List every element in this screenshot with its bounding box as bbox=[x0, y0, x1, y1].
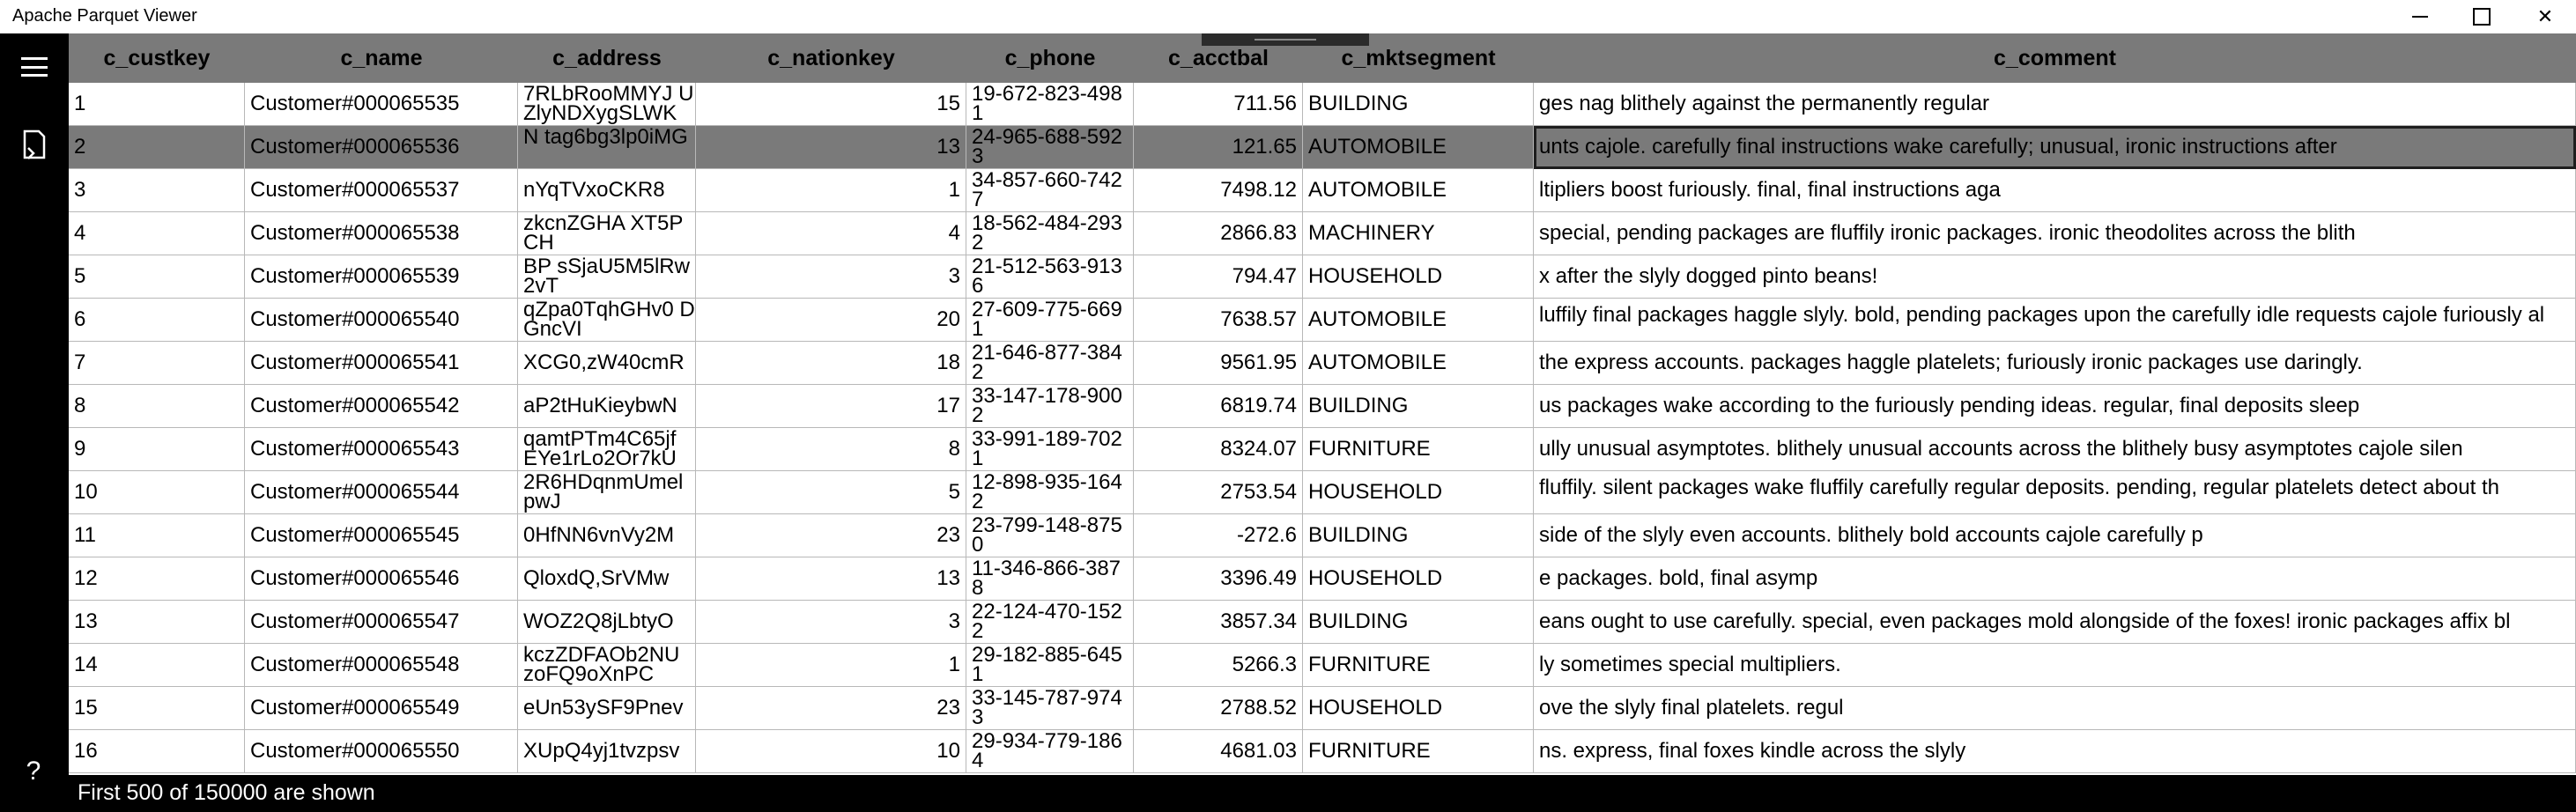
table-row[interactable] bbox=[69, 557, 2576, 601]
cell-c-comment[interactable]: side of the slyly even accounts. blithely bold accounts cajole carefully p bbox=[1534, 514, 2576, 557]
table-row[interactable] bbox=[69, 126, 2576, 169]
table-row[interactable] bbox=[69, 601, 2576, 644]
cell-c-mktsegment[interactable]: FURNITURE bbox=[1303, 428, 1534, 471]
cell-c-nationkey[interactable]: 18 bbox=[696, 342, 966, 385]
cell-c-acctbal[interactable]: 3857.34 bbox=[1134, 601, 1303, 644]
data-grid[interactable] bbox=[69, 33, 2576, 775]
cell-c-acctbal[interactable]: 6819.74 bbox=[1134, 385, 1303, 428]
cell-c-name[interactable]: Customer#000065549 bbox=[245, 687, 518, 730]
cell-c-acctbal[interactable]: 2788.52 bbox=[1134, 687, 1303, 730]
cell-c-phone[interactable]: 22-124-470-152 2 bbox=[966, 601, 1134, 644]
cell-c-comment[interactable]: ges nag blithely against the permanently regular bbox=[1534, 83, 2576, 126]
cell-c-custkey[interactable]: 3 bbox=[69, 169, 245, 212]
cell-c-name[interactable]: Customer#000065545 bbox=[245, 514, 518, 557]
cell-c-comment[interactable]: ully unusual asymptotes. blithely unusual accounts across the blithely busy asymptotes cajole silen bbox=[1534, 428, 2576, 471]
minimize-button[interactable] bbox=[2391, 0, 2449, 33]
cell-c-phone[interactable]: 23-799-148-875 0 bbox=[966, 514, 1134, 557]
cell-c-acctbal[interactable]: 121.65 bbox=[1134, 126, 1303, 169]
title-bar bbox=[0, 0, 2576, 33]
cell-c-nationkey[interactable]: 15 bbox=[696, 83, 966, 126]
cell-c-phone[interactable]: 18-562-484-293 2 bbox=[966, 212, 1134, 255]
cell-c-name[interactable]: Customer#000065546 bbox=[245, 557, 518, 601]
table-row[interactable] bbox=[69, 514, 2576, 557]
cell-c-name[interactable]: Customer#000065540 bbox=[245, 299, 518, 342]
table-row[interactable] bbox=[69, 644, 2576, 687]
cell-c-address[interactable]: nYqTVxoCKR8 bbox=[518, 169, 696, 212]
cell-c-acctbal[interactable]: 794.47 bbox=[1134, 255, 1303, 299]
cell-c-nationkey[interactable]: 1 bbox=[696, 169, 966, 212]
cell-c-comment[interactable]: e packages. bold, final asymp bbox=[1534, 557, 2576, 601]
cell-c-nationkey[interactable]: 8 bbox=[696, 428, 966, 471]
document-icon[interactable] bbox=[21, 129, 48, 160]
cell-c-nationkey[interactable]: 3 bbox=[696, 255, 966, 299]
cell-c-mktsegment[interactable]: HOUSEHOLD bbox=[1303, 471, 1534, 514]
cell-c-comment[interactable]: x after the slyly dogged pinto beans! bbox=[1534, 255, 2576, 299]
cell-c-address[interactable]: QloxdQ,SrVMw bbox=[518, 557, 696, 601]
cell-c-mktsegment[interactable]: AUTOMOBILE bbox=[1303, 299, 1534, 342]
cell-c-address[interactable]: 7RLbRooMMYJ UZlyNDXygSLWK bbox=[518, 83, 696, 126]
cell-c-custkey[interactable]: 12 bbox=[69, 557, 245, 601]
table-row[interactable] bbox=[69, 385, 2576, 428]
cell-c-custkey[interactable]: 7 bbox=[69, 342, 245, 385]
cell-c-phone[interactable]: 29-934-779-186 4 bbox=[966, 730, 1134, 773]
cell-c-name[interactable]: Customer#000065543 bbox=[245, 428, 518, 471]
cell-c-address[interactable]: zkcnZGHA XT5PCH bbox=[518, 212, 696, 255]
table-row[interactable] bbox=[69, 730, 2576, 773]
cell-c-custkey[interactable]: 11 bbox=[69, 514, 245, 557]
cell-c-custkey[interactable]: 1 bbox=[69, 83, 245, 126]
cell-c-phone[interactable]: 21-512-563-913 6 bbox=[966, 255, 1134, 299]
cell-c-acctbal[interactable]: 2866.83 bbox=[1134, 212, 1303, 255]
cell-c-name[interactable]: Customer#000065550 bbox=[245, 730, 518, 773]
cell-c-name[interactable]: Customer#000065547 bbox=[245, 601, 518, 644]
status-text: First 500 of 150000 are shown bbox=[78, 780, 375, 805]
cell-c-address[interactable]: N tag6bg3lp0iMG bbox=[518, 126, 696, 169]
cell-c-comment[interactable]: eans ought to use carefully. special, even packages mold alongside of the foxes! ironic packages affix bl bbox=[1534, 601, 2576, 644]
cell-c-phone[interactable]: 33-147-178-900 2 bbox=[966, 385, 1134, 428]
cell-c-custkey[interactable]: 15 bbox=[69, 687, 245, 730]
table-row[interactable] bbox=[69, 299, 2576, 342]
help-icon[interactable]: ? bbox=[26, 757, 41, 786]
resize-handle[interactable] bbox=[1202, 33, 1369, 46]
cell-c-address[interactable]: qamtPTm4C65jf EYe1rLo2Or7kU bbox=[518, 428, 696, 471]
cell-c-mktsegment[interactable]: HOUSEHOLD bbox=[1303, 557, 1534, 601]
cell-c-acctbal[interactable]: 9561.95 bbox=[1134, 342, 1303, 385]
cell-c-custkey[interactable]: 14 bbox=[69, 644, 245, 687]
cell-c-phone[interactable]: 11-346-866-387 8 bbox=[966, 557, 1134, 601]
column-header-c-phone[interactable]: c_phone bbox=[1004, 45, 1096, 70]
cell-c-address[interactable]: eUn53ySF9Pnev bbox=[518, 687, 696, 730]
table-row[interactable] bbox=[69, 169, 2576, 212]
table-row[interactable] bbox=[69, 471, 2576, 514]
cell-c-nationkey[interactable]: 13 bbox=[696, 557, 966, 601]
cell-c-phone[interactable]: 33-145-787-974 3 bbox=[966, 687, 1134, 730]
cell-c-address[interactable]: qZpa0TqhGHv0 DGncVI bbox=[518, 299, 696, 342]
cell-c-acctbal[interactable]: 711.56 bbox=[1134, 83, 1303, 126]
cell-c-name[interactable]: Customer#000065548 bbox=[245, 644, 518, 687]
cell-c-phone[interactable]: 24-965-688-592 3 bbox=[966, 126, 1134, 169]
cell-c-comment[interactable]: special, pending packages are fluffily ironic packages. ironic theodolites across the blith bbox=[1534, 212, 2576, 255]
cell-c-mktsegment[interactable]: FURNITURE bbox=[1303, 644, 1534, 687]
column-header-c-comment[interactable]: c_comment bbox=[1994, 45, 2116, 70]
cell-c-custkey[interactable]: 9 bbox=[69, 428, 245, 471]
cell-c-phone[interactable]: 27-609-775-669 1 bbox=[966, 299, 1134, 342]
cell-c-comment[interactable]: ltipliers boost furiously. final, final instructions aga bbox=[1534, 169, 2576, 212]
cell-c-name[interactable]: Customer#000065536 bbox=[245, 126, 518, 169]
cell-c-acctbal[interactable]: 5266.3 bbox=[1134, 644, 1303, 687]
cell-c-nationkey[interactable]: 23 bbox=[696, 687, 966, 730]
cell-c-custkey[interactable]: 5 bbox=[69, 255, 245, 299]
cell-c-mktsegment[interactable]: AUTOMOBILE bbox=[1303, 126, 1534, 169]
cell-c-address[interactable]: kczZDFAOb2NU zoFQ9oXnPC bbox=[518, 644, 696, 687]
column-header-c-custkey[interactable]: c_custkey bbox=[103, 45, 211, 70]
column-header-c-acctbal[interactable]: c_acctbal bbox=[1168, 45, 1269, 70]
cell-c-nationkey[interactable]: 20 bbox=[696, 299, 966, 342]
cell-c-mktsegment[interactable]: FURNITURE bbox=[1303, 730, 1534, 773]
cell-c-mktsegment[interactable]: BUILDING bbox=[1303, 385, 1534, 428]
cell-c-phone[interactable]: 34-857-660-742 7 bbox=[966, 169, 1134, 212]
cell-c-acctbal[interactable]: 8324.07 bbox=[1134, 428, 1303, 471]
cell-c-address[interactable]: 2R6HDqnmUmel pwJ bbox=[518, 471, 696, 514]
cell-c-address[interactable]: WOZ2Q8jLbtyO bbox=[518, 601, 696, 644]
cell-c-nationkey[interactable]: 5 bbox=[696, 471, 966, 514]
table-row[interactable] bbox=[69, 255, 2576, 299]
cell-c-custkey[interactable]: 16 bbox=[69, 730, 245, 773]
cell-c-mktsegment[interactable]: HOUSEHOLD bbox=[1303, 255, 1534, 299]
cell-c-phone[interactable]: 21-646-877-384 2 bbox=[966, 342, 1134, 385]
cell-c-comment[interactable]: the express accounts. packages haggle platelets; furiously ironic packages use daringly. bbox=[1534, 342, 2576, 385]
cell-c-acctbal[interactable]: 4681.03 bbox=[1134, 730, 1303, 773]
status-bar bbox=[69, 775, 2576, 812]
cell-c-name[interactable]: Customer#000065537 bbox=[245, 169, 518, 212]
cell-c-nationkey[interactable]: 3 bbox=[696, 601, 966, 644]
cell-c-phone[interactable]: 19-672-823-498 1 bbox=[966, 83, 1134, 126]
cell-c-mktsegment[interactable]: MACHINERY bbox=[1303, 212, 1534, 255]
cell-c-acctbal[interactable]: 2753.54 bbox=[1134, 471, 1303, 514]
column-header-c-nationkey[interactable]: c_nationkey bbox=[767, 45, 895, 70]
cell-c-nationkey[interactable]: 10 bbox=[696, 730, 966, 773]
cell-c-mktsegment[interactable]: AUTOMOBILE bbox=[1303, 342, 1534, 385]
cell-c-nationkey[interactable]: 23 bbox=[696, 514, 966, 557]
cell-c-nationkey[interactable]: 1 bbox=[696, 644, 966, 687]
cell-c-name[interactable]: Customer#000065539 bbox=[245, 255, 518, 299]
cell-c-address[interactable]: XUpQ4yj1tvzpsv bbox=[518, 730, 696, 773]
cell-c-comment[interactable]: ove the slyly final platelets. regul bbox=[1534, 687, 2576, 730]
cell-c-mktsegment[interactable]: BUILDING bbox=[1303, 601, 1534, 644]
cell-c-acctbal[interactable]: 7638.57 bbox=[1134, 299, 1303, 342]
table-row[interactable] bbox=[69, 83, 2576, 126]
window-title: Apache Parquet Viewer bbox=[12, 6, 197, 26]
cell-c-custkey[interactable]: 13 bbox=[69, 601, 245, 644]
cell-c-name[interactable]: Customer#000065542 bbox=[245, 385, 518, 428]
cell-c-comment[interactable]: fluffily. silent packages wake fluffily carefully regular deposits. pending, regular platelets detect about th bbox=[1534, 471, 2576, 514]
cell-c-phone[interactable]: 29-182-885-645 1 bbox=[966, 644, 1134, 687]
table-row[interactable] bbox=[69, 687, 2576, 730]
cell-c-acctbal[interactable]: -272.6 bbox=[1134, 514, 1303, 557]
maximize-button[interactable] bbox=[2453, 0, 2511, 33]
cell-c-name[interactable]: Customer#000065544 bbox=[245, 471, 518, 514]
cell-c-comment[interactable]: unts cajole. carefully final instructions wake carefully; unusual, ironic instructions after bbox=[1534, 126, 2576, 169]
cell-c-nationkey[interactable]: 17 bbox=[696, 385, 966, 428]
cell-c-name[interactable]: Customer#000065535 bbox=[245, 83, 518, 126]
cell-c-mktsegment[interactable]: BUILDING bbox=[1303, 83, 1534, 126]
cell-c-phone[interactable]: 33-991-189-702 1 bbox=[966, 428, 1134, 471]
cell-c-address[interactable]: aP2tHuKieybwN bbox=[518, 385, 696, 428]
cell-c-address[interactable]: 0HfNN6vnVy2M bbox=[518, 514, 696, 557]
cell-c-comment[interactable]: ly sometimes special multipliers. bbox=[1534, 644, 2576, 687]
cell-c-custkey[interactable]: 2 bbox=[69, 126, 245, 169]
close-button[interactable]: ✕ bbox=[2536, 5, 2554, 27]
hamburger-icon[interactable] bbox=[14, 51, 55, 83]
cell-c-acctbal[interactable]: 7498.12 bbox=[1134, 169, 1303, 212]
cell-c-nationkey[interactable]: 13 bbox=[696, 126, 966, 169]
cell-c-custkey[interactable]: 4 bbox=[69, 212, 245, 255]
cell-c-acctbal[interactable]: 3396.49 bbox=[1134, 557, 1303, 601]
cell-c-custkey[interactable]: 8 bbox=[69, 385, 245, 428]
cell-c-address[interactable]: BP sSjaU5M5lRw2vT bbox=[518, 255, 696, 299]
cell-c-mktsegment[interactable]: HOUSEHOLD bbox=[1303, 687, 1534, 730]
table-row[interactable] bbox=[69, 342, 2576, 385]
cell-c-nationkey[interactable]: 4 bbox=[696, 212, 966, 255]
cell-c-name[interactable]: Customer#000065538 bbox=[245, 212, 518, 255]
table-row[interactable] bbox=[69, 428, 2576, 471]
nav-rail bbox=[0, 33, 69, 812]
cell-c-phone[interactable]: 12-898-935-164 2 bbox=[966, 471, 1134, 514]
cell-c-custkey[interactable]: 10 bbox=[69, 471, 245, 514]
cell-c-mktsegment[interactable]: BUILDING bbox=[1303, 514, 1534, 557]
cell-c-name[interactable]: Customer#000065541 bbox=[245, 342, 518, 385]
cell-c-comment[interactable]: luffily final packages haggle slyly. bold, pending packages upon the carefully idle requests cajole furiously al bbox=[1534, 299, 2576, 342]
table-row[interactable] bbox=[69, 212, 2576, 255]
cell-c-custkey[interactable]: 6 bbox=[69, 299, 245, 342]
cell-c-mktsegment[interactable]: AUTOMOBILE bbox=[1303, 169, 1534, 212]
cell-c-address[interactable]: XCG0,zW40cmR bbox=[518, 342, 696, 385]
cell-c-comment[interactable]: ns. express, final foxes kindle across the slyly bbox=[1534, 730, 2576, 773]
cell-c-comment[interactable]: us packages wake according to the furiously pending ideas. regular, final deposits sleep bbox=[1534, 385, 2576, 428]
column-header-c-address[interactable]: c_address bbox=[552, 45, 662, 70]
column-header-c-name[interactable]: c_name bbox=[340, 45, 423, 70]
column-header-c-mktsegment[interactable]: c_mktsegment bbox=[1341, 45, 1496, 70]
